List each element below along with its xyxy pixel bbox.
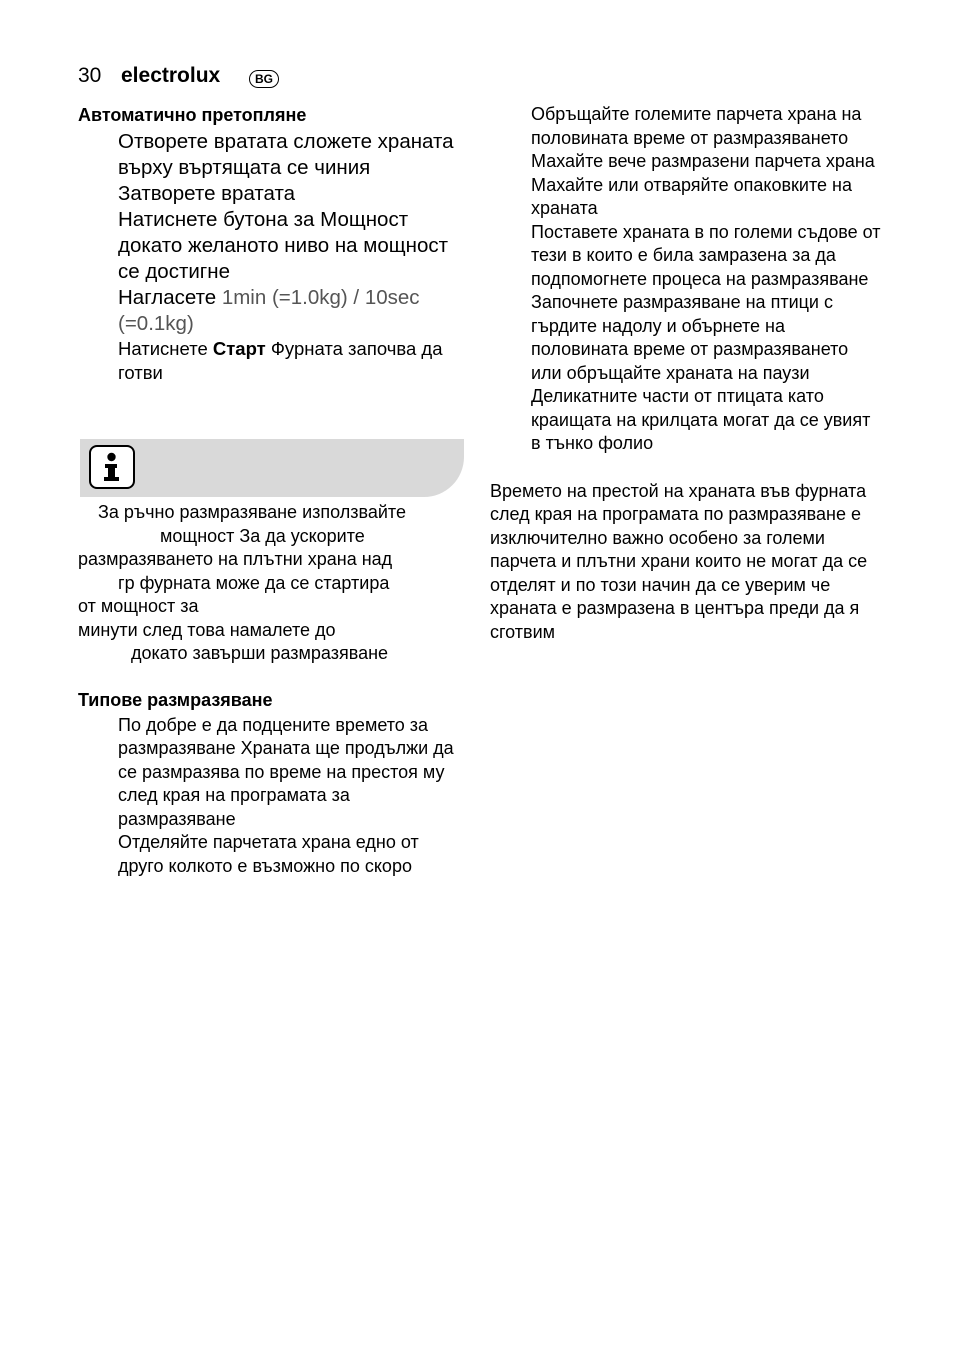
left-column (78, 103, 468, 878)
note-line: докато завърши размразяване (131, 643, 389, 663)
note-line: размразяването на плътни храна над (78, 549, 393, 569)
defrost-tip: Отделяйте парчетата храна едно от друго колкото е възможно по скоро (118, 832, 419, 876)
step-open-door: Отворете вратата сложете храната върху въртящата се чиния Затворете вратата (118, 130, 454, 205)
step-set-time (118, 285, 468, 337)
note-line: гр фурната може да се стартира (118, 572, 390, 593)
start-prefix: Натиснете (118, 338, 213, 359)
defrost-tip: По добре е да подцените времето за размразяване Храната ще продължи да се размразява по време на престоя му след края на програмата за размразяване (118, 714, 454, 829)
note-line: от мощност за (78, 596, 199, 616)
note-line: За ръчно размразяване използвайте (98, 502, 406, 522)
auto-defrost-title: Автоматично претопляне (78, 105, 307, 125)
info-note (78, 501, 468, 666)
info-icon (89, 445, 135, 489)
defrost-types-title: Типове размразяване (78, 689, 273, 710)
defrost-tip: Поставете храната в по големи съдове от тези в които е била замразена за да подпомогнете процеса на размразяване (531, 221, 881, 289)
start-suffix: Фурната започва да готви (118, 338, 443, 383)
defrost-tip: Махайте или отваряйте опаковките на храната (531, 174, 852, 218)
right-column (490, 103, 882, 662)
auto-defrost-steps (118, 129, 468, 385)
info-banner (80, 439, 464, 497)
defrost-tip: Обръщайте големите парчета храна на половината време от размразяването (531, 104, 862, 148)
language-badge: BG (249, 70, 279, 88)
start-bold: Старт (212, 338, 266, 359)
note-line: минути след това намалете до (78, 619, 336, 640)
defrost-tip: Махайте вече размразени парчета храна (531, 151, 875, 171)
page-number: 30 (78, 64, 102, 87)
defrost-tips-list (531, 103, 882, 456)
brand-logo: electrolux (121, 64, 221, 87)
defrost-tip: Започнете размразяване на птици с гърдите надолу и обърнете на половината време от размразяването или обръщайте храната на паузи Деликатните части от птицата като краищата на крилцата могат да се увият в тънко фолио (531, 292, 871, 453)
step-press-power: Натиснете бутона за Мощност докато желаното ниво на мощност се достигне (118, 208, 448, 283)
set-label: Нагласете (118, 286, 222, 309)
standing-time-paragraph: Времето на престой на храната във фурната след края на програмата по размразяване е изключително важно особено за големи парчета и плътни храни които не могат да се отделят и по този начин да се уверим че храната е размразена в центъра преди да я сготвим (490, 480, 868, 642)
defrost-types-list (118, 714, 468, 879)
step-press-start (118, 337, 468, 385)
note-line: мощност За да ускорите (160, 525, 365, 546)
set-value: 1min (=1.0kg) / 10sec (=0.1kg) (118, 286, 420, 335)
defrost-types-section (78, 688, 468, 879)
